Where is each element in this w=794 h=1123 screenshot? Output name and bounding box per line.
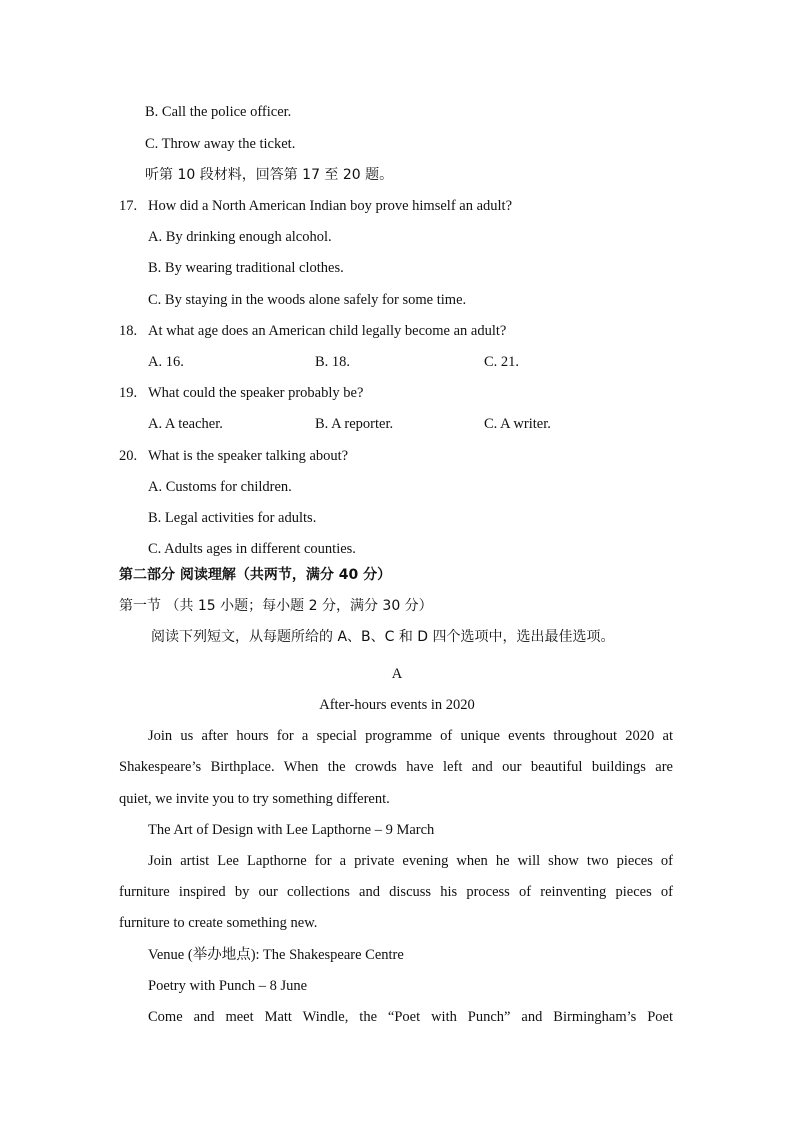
prev-option-c: C. Throw away the ticket. <box>145 136 296 152</box>
event1-line-1: Join artist Lee Lapthorne for a private evening when he will show two pieces of <box>148 853 673 869</box>
passage-intro-line-1: Join us after hours for a special programme of unique events throughout 2020 at <box>148 728 673 744</box>
question-20-option-c: C. Adults ages in different counties. <box>148 541 356 557</box>
question-20-number: 20. <box>119 448 138 464</box>
question-18-number: 18. <box>119 323 138 339</box>
passage-intro-line-2: Shakespeare’s Birthplace. When the crowds have left and our beautiful buildings are <box>119 759 673 775</box>
question-17-number: 17. <box>119 198 138 214</box>
question-17-text: How did a North American Indian boy prove himself an adult? <box>148 198 513 214</box>
event2-title: Poetry with Punch – 8 June <box>148 978 308 994</box>
question-17-option-c: C. By staying in the woods alone safely for some time. <box>148 292 467 308</box>
passage-intro-line-3: quiet, we invite you to try something different. <box>119 791 390 807</box>
event1-title: The Art of Design with Lee Lapthorne – 9 March <box>148 822 435 838</box>
part2-title: 第二部分 阅读理解（共两节，满分 40 分） <box>119 567 392 583</box>
listening-section-intro: 听第 10 段材料，回答第 17 至 20 题。 <box>145 167 394 183</box>
question-19-option-a: A. A teacher. <box>148 416 223 432</box>
passage-letter: A <box>391 666 403 682</box>
question-18-option-c: C. 21. <box>484 354 520 370</box>
passage-title: After-hours events in 2020 <box>319 697 475 713</box>
question-19-option-b: B. A reporter. <box>315 416 394 432</box>
question-20-option-a: A. Customs for children. <box>148 479 292 495</box>
question-19-option-c: C. A writer. <box>484 416 551 432</box>
question-17-option-b: B. By wearing traditional clothes. <box>148 260 344 276</box>
event1-line-3: furniture to create something new. <box>119 915 318 931</box>
question-18-text: At what age does an American child legally become an adult? <box>148 323 507 339</box>
event1-line-2: furniture inspired by our collections and discuss his process of reinventing pieces of <box>119 884 673 900</box>
event1-venue: Venue (举办地点): The Shakespeare Centre <box>148 947 404 963</box>
question-20-text: What is the speaker talking about? <box>148 448 349 464</box>
question-19-number: 19. <box>119 385 138 401</box>
question-18-option-a: A. 16. <box>148 354 184 370</box>
question-20-option-b: B. Legal activities for adults. <box>148 510 317 526</box>
event2-line-1: Come and meet Matt Windle, the “Poet with Punch” and Birmingham’s Poet <box>148 1009 673 1025</box>
question-19-text: What could the speaker probably be? <box>148 385 364 401</box>
question-18-option-b: B. 18. <box>315 354 351 370</box>
part2-section1-title: 第一节 （共 15 小题；每小题 2 分，满分 30 分） <box>119 598 433 614</box>
prev-option-b: B. Call the police officer. <box>145 104 292 120</box>
question-17-option-a: A. By drinking enough alcohol. <box>148 229 332 245</box>
reading-instruction: 阅读下列短文，从每题所给的 A、B、C 和 D 四个选项中，选出最佳选项。 <box>151 629 615 645</box>
